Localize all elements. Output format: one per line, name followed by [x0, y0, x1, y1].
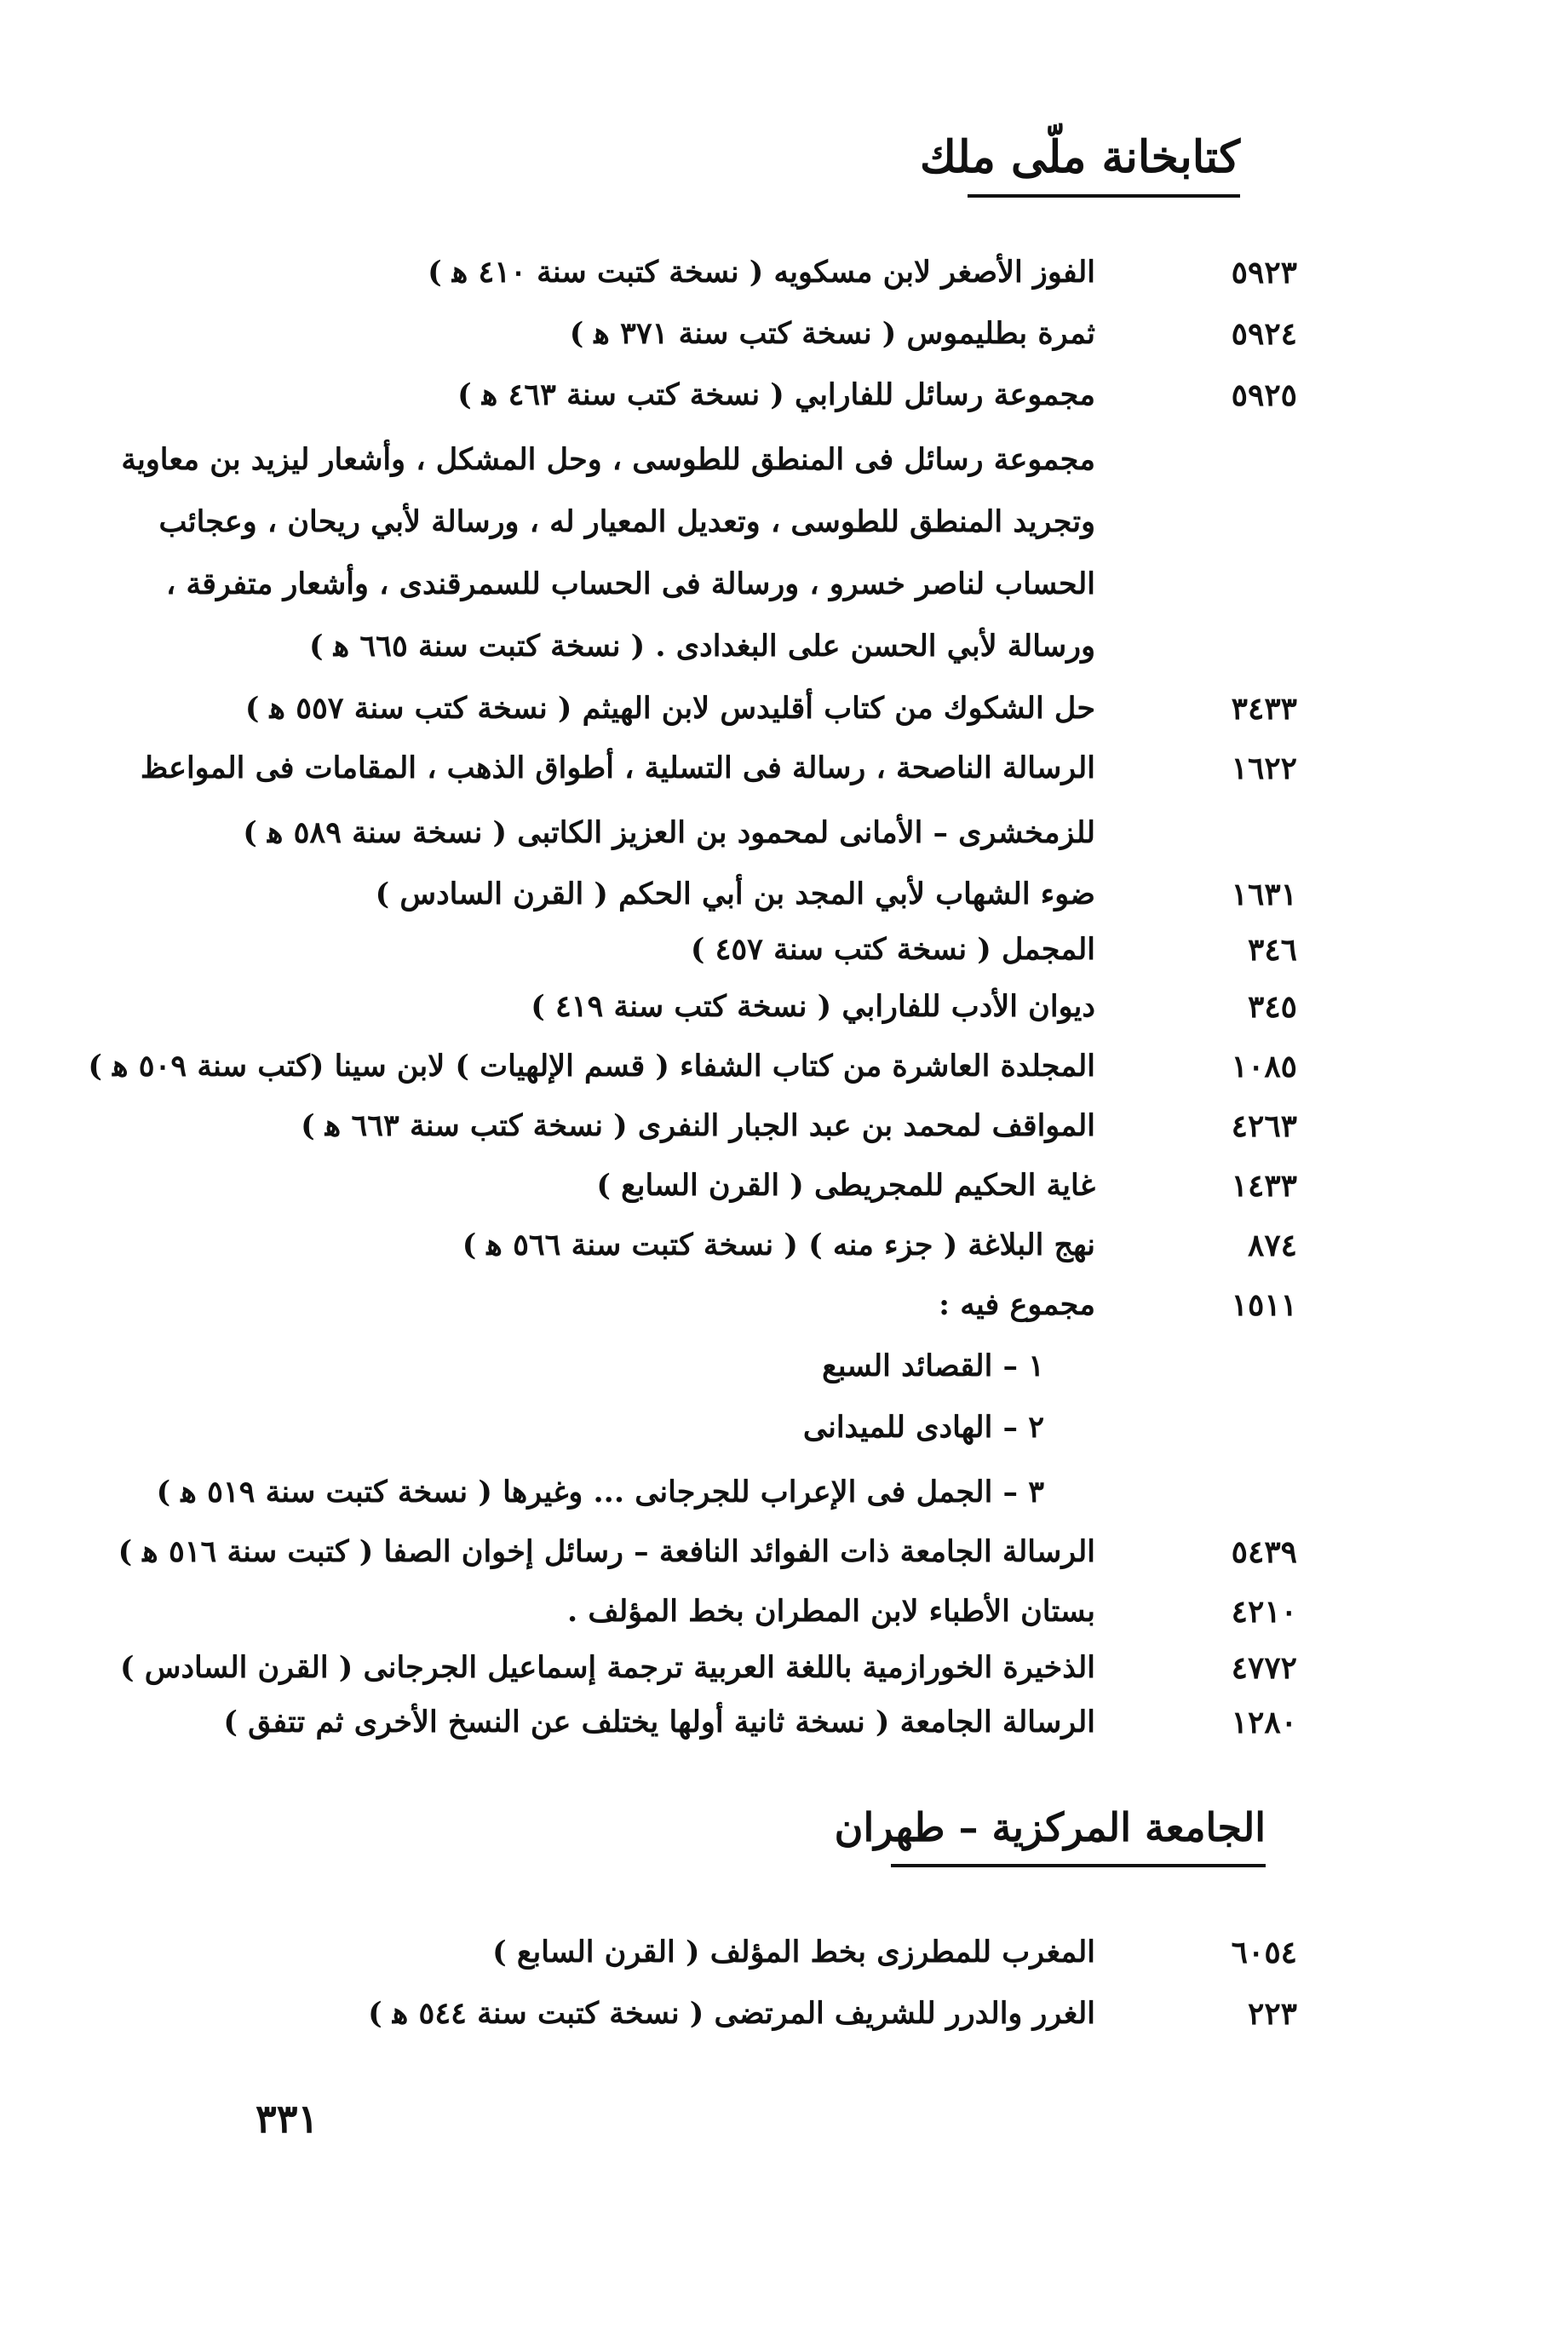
entry-text: مجموعة رسائل فى المنطق للطوسى ، وحل المشكل ، وأشعار ليزيد بن معاوية — [121, 442, 1095, 477]
entry-text: الحساب لناصر خسرو ، ورسالة فى الحساب للسمرقندى ، وأشعار متفرقة ، — [166, 566, 1095, 601]
entry-text: المجمل ( نسخة كتب سنة ٤٥٧ ) — [690, 932, 1095, 967]
entry-continuation — [0, 497, 1568, 548]
catalog-entry — [0, 1041, 1568, 1092]
entry-continuation — [0, 808, 1568, 859]
catalog-entry — [0, 1220, 1568, 1271]
catalog-entry — [0, 1527, 1568, 1578]
entry-number: ١٤٣٣ — [1231, 1168, 1297, 1204]
entry-text: الرسالة الجامعة ذات الفوائد النافعة – رسائل إخوان الصفا ( كتبت سنة ٥١٦ ﻫ ) — [118, 1534, 1095, 1569]
catalog-entry — [0, 1988, 1568, 2039]
entry-text: حل الشكوك من كتاب أقليدس لابن الهيثم ( نسخة كتب سنة ٥٥٧ ﻫ ) — [244, 691, 1095, 726]
entry-text: للزمخشرى – الأمانى لمحمود بن العزيز الكاتبى ( نسخة سنة ٥٨٩ ﻫ ) — [243, 815, 1095, 850]
entry-continuation — [0, 559, 1568, 610]
entry-number: ٥٩٢٤ — [1231, 316, 1297, 352]
section-header — [834, 1797, 1266, 1867]
catalog-entry — [0, 1586, 1568, 1637]
entry-number: ٦٠٥٤ — [1231, 1935, 1297, 1970]
catalog-entry — [0, 1160, 1568, 1211]
header-underline — [968, 194, 1240, 198]
entry-text: الرسالة الناصحة ، رسالة فى التسلية ، أطواق الذهب ، المقامات فى المواعظ — [140, 751, 1095, 785]
catalog-entry — [0, 247, 1568, 298]
entry-continuation — [0, 621, 1568, 672]
sub-item — [0, 1467, 1568, 1518]
section-title: الجامعة المركزية – طهران — [834, 1804, 1266, 1850]
entry-number: ١٦٣١ — [1231, 877, 1297, 912]
entry-text: ضوء الشهاب لأبي المجد بن أبي الحكم ( القرن السادس ) — [375, 877, 1095, 912]
entry-text: ديوان الأدب للفارابي ( نسخة كتب سنة ٤١٩ ) — [531, 989, 1095, 1024]
entry-number: ٥٩٢٥ — [1231, 377, 1297, 413]
page-number: ٣٣١ — [256, 2096, 319, 2142]
entry-number: ١٠٨٥ — [1231, 1049, 1297, 1084]
entry-text: مجموع فيه : — [939, 1287, 1095, 1322]
entry-continuation — [0, 434, 1568, 486]
entry-text: بستان الأطباء لابن المطران بخط المؤلف . — [567, 1594, 1095, 1629]
entry-number: ٣٤٥ — [1247, 989, 1297, 1025]
entry-number: ٣٤٦ — [1247, 932, 1297, 968]
catalog-entry — [0, 1697, 1568, 1748]
entry-text: المواقف لمحمد بن عبد الجبار النفرى ( نسخة كتب سنة ٦٦٣ ﻫ ) — [301, 1108, 1095, 1143]
sub-item — [0, 1402, 1568, 1453]
entry-text: نهج البلاغة ( جزء منه ) ( نسخة كتبت سنة ٥٦٦ ﻫ ) — [462, 1228, 1095, 1262]
entry-number: ٣٤٣٣ — [1231, 691, 1297, 727]
catalog-entry — [0, 1642, 1568, 1694]
entry-number: ١٥١١ — [1231, 1287, 1297, 1323]
entry-number: ٤٢١٠ — [1231, 1594, 1297, 1630]
entry-number: ١٢٨٠ — [1231, 1705, 1297, 1740]
entry-text: وتجريد المنطق للطوسى ، وتعديل المعيار له ، ورسالة لأبي ريحان ، وعجائب — [158, 504, 1095, 539]
entry-text: الرسالة الجامعة ( نسخة ثانية أولها يختلف عن النسخ الأخرى ثم تتفق ) — [223, 1705, 1095, 1740]
entry-text: غاية الحكيم للمجريطى ( القرن السابع ) — [596, 1168, 1095, 1203]
entry-number: ٢٢٣ — [1247, 1996, 1297, 2032]
catalog-entry — [0, 1101, 1568, 1152]
page-header — [919, 128, 1240, 198]
entry-text: ورسالة لأبي الحسن على البغدادى . ( نسخة كتبت سنة ٦٦٥ ﻫ ) — [308, 629, 1095, 664]
sub-item-text: ١ – القصائد السبع — [822, 1349, 1044, 1383]
entry-number: ٨٧٤ — [1247, 1228, 1297, 1263]
catalog-entry — [0, 924, 1568, 975]
library-title: كتابخانة ملّى ملك — [919, 131, 1240, 183]
section-underline — [891, 1864, 1266, 1867]
entry-text: الغرر والدرر للشريف المرتضى ( نسخة كتبت سنة ٥٤٤ ﻫ ) — [368, 1996, 1095, 2031]
catalog-entry — [0, 1927, 1568, 1978]
sub-item-text: ٢ – الهادى للميدانى — [802, 1410, 1044, 1445]
catalog-entry — [0, 869, 1568, 920]
catalog-entry — [0, 370, 1568, 421]
catalog-entry — [0, 683, 1568, 734]
entry-text: ثمرة بطليموس ( نسخة كتب سنة ٣٧١ ﻫ ) — [569, 316, 1095, 351]
entry-text: المغرب للمطرزى بخط المؤلف ( القرن السابع ) — [492, 1935, 1095, 1970]
catalog-entry — [0, 308, 1568, 359]
sub-item — [0, 1341, 1568, 1392]
entry-number: ٤٧٧٢ — [1231, 1650, 1297, 1686]
entry-text: الفوز الأصغر لابن مسكويه ( نسخة كتبت سنة ٤١٠ ﻫ ) — [428, 255, 1095, 290]
entry-text: الذخيرة الخورازمية باللغة العربية ترجمة إسماعيل الجرجانى ( القرن السادس ) — [120, 1650, 1095, 1685]
entry-text: المجلدة العاشرة من كتاب الشفاء ( قسم الإلهيات ) لابن سينا (كتب سنة ٥٠٩ ﻫ ) — [88, 1049, 1095, 1084]
entry-number: ٤٢٦٣ — [1231, 1108, 1297, 1144]
catalog-entry — [0, 1280, 1568, 1331]
sub-item-text: ٣ – الجمل فى الإعراب للجرجانى ... وغيرها ( نسخة كتبت سنة ٥١٩ ﻫ ) — [156, 1475, 1044, 1510]
entry-number: ٥٤٣٩ — [1231, 1534, 1297, 1570]
entry-number: ٥٩٢٣ — [1231, 255, 1297, 290]
entry-number: ١٦٢٢ — [1231, 751, 1297, 786]
entry-text: مجموعة رسائل للفارابي ( نسخة كتب سنة ٤٦٣ ﻫ ) — [457, 377, 1095, 412]
catalog-entry — [0, 743, 1568, 794]
catalog-entry — [0, 981, 1568, 1032]
